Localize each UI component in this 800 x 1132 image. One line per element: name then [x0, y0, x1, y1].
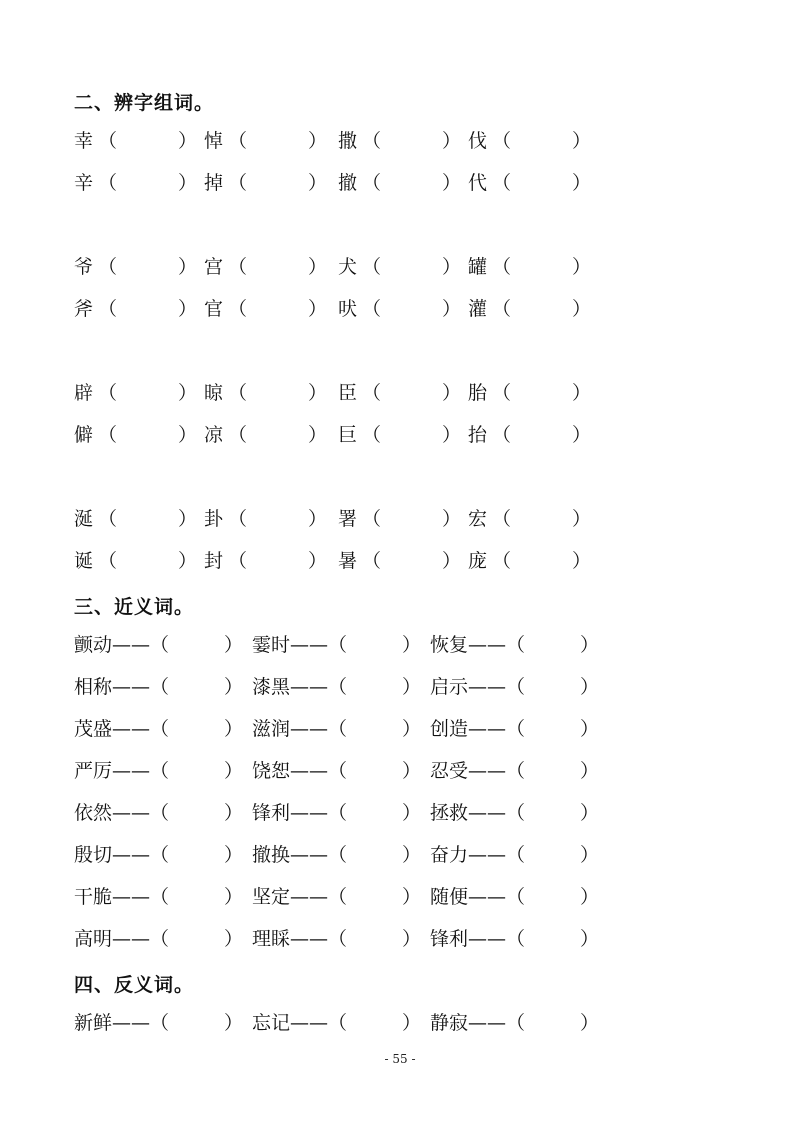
open-paren: （: [228, 130, 248, 152]
close-paren: ）: [402, 844, 422, 866]
open-paren: （: [492, 172, 512, 194]
jinyi-word: 高明: [74, 928, 113, 950]
bianzi-char: 宫: [204, 256, 224, 278]
close-paren: ）: [308, 172, 328, 194]
close-paren: ）: [442, 130, 462, 152]
close-paren: ）: [442, 172, 462, 194]
close-paren: ）: [402, 760, 422, 782]
close-paren: ）: [580, 844, 600, 866]
bianzi-char: 辛: [74, 172, 94, 194]
open-paren: （: [98, 424, 118, 446]
close-paren: ）: [178, 382, 198, 404]
open-paren: （: [506, 844, 526, 866]
jinyi-word: 随便: [430, 886, 469, 908]
close-paren: ）: [402, 676, 422, 698]
jinyi-word: 忍受: [430, 760, 469, 782]
open-paren: （: [228, 298, 248, 320]
dash-separator: ——: [112, 844, 151, 866]
open-paren: （: [328, 760, 348, 782]
close-paren: ）: [178, 298, 198, 320]
fanyi-word: 静寂: [430, 1012, 469, 1034]
close-paren: ）: [572, 550, 592, 572]
bianzi-item: [74, 380, 198, 406]
close-paren: ）: [178, 508, 198, 530]
bianzi-item: [468, 296, 592, 322]
fanyi-item: [252, 1010, 422, 1036]
dash-separator: ——: [112, 634, 151, 656]
bianzi-char: 署: [338, 508, 358, 530]
fanyi-word: 忘记: [252, 1012, 291, 1034]
dash-separator: ——: [290, 802, 329, 824]
fanyi-word: 新鲜: [74, 1012, 113, 1034]
close-paren: ）: [572, 424, 592, 446]
jinyi-item: [74, 926, 244, 952]
close-paren: ）: [580, 802, 600, 824]
jinyi-item: [74, 884, 244, 910]
dash-separator: ——: [290, 928, 329, 950]
open-paren: （: [150, 760, 170, 782]
open-paren: （: [492, 550, 512, 572]
bianzi-item: [468, 128, 592, 154]
bianzi-char: 犬: [338, 256, 358, 278]
bianzi-char: 暑: [338, 550, 358, 572]
dash-separator: ——: [468, 760, 507, 782]
section-title-jinyi: 三、近义词。: [74, 596, 195, 618]
bianzi-char: 胎: [468, 382, 488, 404]
jinyi-word: 创造: [430, 718, 469, 740]
open-paren: （: [228, 256, 248, 278]
bianzi-char: 伐: [468, 130, 488, 152]
dash-separator: ——: [468, 718, 507, 740]
dash-separator: ——: [290, 1012, 329, 1034]
close-paren: ）: [178, 550, 198, 572]
close-paren: ）: [580, 634, 600, 656]
bianzi-item: [338, 422, 462, 448]
open-paren: （: [506, 886, 526, 908]
close-paren: ）: [580, 676, 600, 698]
close-paren: ）: [308, 298, 328, 320]
open-paren: （: [98, 130, 118, 152]
jinyi-word: 滋润: [252, 718, 291, 740]
open-paren: （: [150, 844, 170, 866]
bianzi-char: 灌: [468, 298, 488, 320]
open-paren: （: [362, 298, 382, 320]
jinyi-word: 殷切: [74, 844, 113, 866]
close-paren: ）: [224, 718, 244, 740]
open-paren: （: [150, 634, 170, 656]
bianzi-item: [468, 422, 592, 448]
close-paren: ）: [224, 886, 244, 908]
dash-separator: ——: [290, 886, 329, 908]
open-paren: （: [98, 256, 118, 278]
bianzi-char: 官: [204, 298, 224, 320]
open-paren: （: [506, 718, 526, 740]
bianzi-item: [468, 170, 592, 196]
jinyi-item: [430, 758, 600, 784]
bianzi-char: 抬: [468, 424, 488, 446]
bianzi-item: [338, 548, 462, 574]
bianzi-item: [74, 506, 198, 532]
close-paren: ）: [308, 550, 328, 572]
close-paren: ）: [178, 424, 198, 446]
dash-separator: ——: [468, 802, 507, 824]
jinyi-word: 启示: [430, 676, 469, 698]
jinyi-word: 拯救: [430, 802, 469, 824]
jinyi-word: 霎时: [252, 634, 291, 656]
open-paren: （: [492, 424, 512, 446]
bianzi-item: [74, 128, 198, 154]
dash-separator: ——: [112, 886, 151, 908]
close-paren: ）: [572, 256, 592, 278]
bianzi-char: 臣: [338, 382, 358, 404]
open-paren: （: [506, 1012, 526, 1034]
jinyi-item: [74, 800, 244, 826]
jinyi-item: [252, 926, 422, 952]
open-paren: （: [328, 676, 348, 698]
jinyi-item: [252, 674, 422, 700]
open-paren: （: [150, 928, 170, 950]
open-paren: （: [492, 256, 512, 278]
bianzi-char: 晾: [204, 382, 224, 404]
close-paren: ）: [178, 130, 198, 152]
close-paren: ）: [580, 718, 600, 740]
close-paren: ）: [224, 928, 244, 950]
open-paren: （: [98, 298, 118, 320]
dash-separator: ——: [112, 718, 151, 740]
close-paren: ）: [572, 508, 592, 530]
jinyi-word: 严厉: [74, 760, 113, 782]
bianzi-char: 宏: [468, 508, 488, 530]
open-paren: （: [228, 382, 248, 404]
close-paren: ）: [308, 508, 328, 530]
open-paren: （: [328, 886, 348, 908]
bianzi-item: [74, 422, 198, 448]
dash-separator: ——: [290, 718, 329, 740]
fanyi-item: [74, 1010, 244, 1036]
open-paren: （: [98, 550, 118, 572]
close-paren: ）: [178, 172, 198, 194]
open-paren: （: [362, 382, 382, 404]
section-title-bianzi: 二、辨字组词。: [74, 92, 215, 114]
bianzi-item: [204, 254, 328, 280]
open-paren: （: [362, 256, 382, 278]
open-paren: （: [228, 550, 248, 572]
open-paren: （: [362, 508, 382, 530]
bianzi-item: [204, 548, 328, 574]
dash-separator: ——: [112, 1012, 151, 1034]
close-paren: ）: [572, 298, 592, 320]
dash-separator: ——: [290, 760, 329, 782]
jinyi-item: [74, 758, 244, 784]
close-paren: ）: [224, 760, 244, 782]
bianzi-item: [204, 422, 328, 448]
jinyi-word: 锋利: [252, 802, 291, 824]
jinyi-word: 颤动: [74, 634, 113, 656]
dash-separator: ——: [290, 676, 329, 698]
open-paren: （: [228, 172, 248, 194]
close-paren: ）: [402, 718, 422, 740]
open-paren: （: [492, 298, 512, 320]
jinyi-item: [252, 632, 422, 658]
dash-separator: ——: [112, 676, 151, 698]
jinyi-item: [74, 842, 244, 868]
jinyi-item: [252, 758, 422, 784]
bianzi-char: 封: [204, 550, 224, 572]
dash-separator: ——: [468, 634, 507, 656]
dash-separator: ——: [468, 676, 507, 698]
jinyi-word: 相称: [74, 676, 113, 698]
dash-separator: ——: [468, 886, 507, 908]
close-paren: ）: [402, 1012, 422, 1034]
jinyi-word: 奋力: [430, 844, 469, 866]
close-paren: ）: [308, 130, 328, 152]
bianzi-item: [468, 506, 592, 532]
jinyi-word: 锋利: [430, 928, 469, 950]
close-paren: ）: [442, 382, 462, 404]
bianzi-item: [74, 170, 198, 196]
dash-separator: ——: [112, 928, 151, 950]
close-paren: ）: [308, 424, 328, 446]
bianzi-item: [338, 296, 462, 322]
open-paren: （: [492, 382, 512, 404]
jinyi-item: [430, 716, 600, 742]
close-paren: ）: [224, 634, 244, 656]
bianzi-item: [204, 506, 328, 532]
bianzi-item: [338, 254, 462, 280]
bianzi-item: [204, 128, 328, 154]
jinyi-item: [252, 842, 422, 868]
open-paren: （: [506, 634, 526, 656]
jinyi-word: 恢复: [430, 634, 469, 656]
close-paren: ）: [580, 760, 600, 782]
jinyi-item: [430, 884, 600, 910]
open-paren: （: [150, 886, 170, 908]
open-paren: （: [328, 928, 348, 950]
open-paren: （: [98, 382, 118, 404]
open-paren: （: [328, 1012, 348, 1034]
open-paren: （: [362, 172, 382, 194]
open-paren: （: [150, 718, 170, 740]
bianzi-item: [74, 548, 198, 574]
close-paren: ）: [572, 382, 592, 404]
close-paren: ）: [224, 844, 244, 866]
close-paren: ）: [308, 256, 328, 278]
open-paren: （: [150, 1012, 170, 1034]
open-paren: （: [492, 130, 512, 152]
jinyi-item: [430, 674, 600, 700]
open-paren: （: [150, 802, 170, 824]
close-paren: ）: [402, 802, 422, 824]
jinyi-word: 撤换: [252, 844, 291, 866]
bianzi-char: 掉: [204, 172, 224, 194]
open-paren: （: [506, 802, 526, 824]
bianzi-char: 悼: [204, 130, 224, 152]
jinyi-item: [74, 674, 244, 700]
jinyi-item: [252, 884, 422, 910]
open-paren: （: [228, 424, 248, 446]
open-paren: （: [492, 508, 512, 530]
close-paren: ）: [580, 886, 600, 908]
jinyi-word: 坚定: [252, 886, 291, 908]
bianzi-item: [204, 170, 328, 196]
bianzi-char: 庞: [468, 550, 488, 572]
jinyi-item: [430, 926, 600, 952]
bianzi-char: 幸: [74, 130, 94, 152]
close-paren: ）: [442, 256, 462, 278]
jinyi-word: 干脆: [74, 886, 113, 908]
open-paren: （: [150, 676, 170, 698]
bianzi-item: [74, 254, 198, 280]
close-paren: ）: [442, 550, 462, 572]
bianzi-item: [338, 380, 462, 406]
bianzi-char: 凉: [204, 424, 224, 446]
jinyi-item: [252, 800, 422, 826]
open-paren: （: [362, 424, 382, 446]
jinyi-word: 饶恕: [252, 760, 291, 782]
bianzi-char: 吠: [338, 298, 358, 320]
jinyi-item: [430, 632, 600, 658]
jinyi-word: 茂盛: [74, 718, 113, 740]
open-paren: （: [506, 760, 526, 782]
dash-separator: ——: [290, 844, 329, 866]
open-paren: （: [328, 802, 348, 824]
close-paren: ）: [402, 886, 422, 908]
jinyi-item: [252, 716, 422, 742]
jinyi-word: 理睬: [252, 928, 291, 950]
bianzi-item: [338, 506, 462, 532]
dash-separator: ——: [290, 634, 329, 656]
page-number: - 55 -: [384, 1052, 416, 1066]
bianzi-char: 僻: [74, 424, 94, 446]
bianzi-char: 罐: [468, 256, 488, 278]
bianzi-item: [204, 380, 328, 406]
bianzi-item: [338, 128, 462, 154]
jinyi-word: 漆黑: [252, 676, 291, 698]
open-paren: （: [228, 508, 248, 530]
close-paren: ）: [572, 130, 592, 152]
open-paren: （: [362, 130, 382, 152]
jinyi-item: [74, 716, 244, 742]
open-paren: （: [506, 928, 526, 950]
close-paren: ）: [572, 172, 592, 194]
close-paren: ）: [580, 928, 600, 950]
dash-separator: ——: [112, 760, 151, 782]
open-paren: （: [328, 634, 348, 656]
close-paren: ）: [178, 256, 198, 278]
bianzi-item: [74, 296, 198, 322]
close-paren: ）: [224, 1012, 244, 1034]
bianzi-char: 爷: [74, 256, 94, 278]
open-paren: （: [328, 844, 348, 866]
open-paren: （: [506, 676, 526, 698]
dash-separator: ——: [468, 844, 507, 866]
close-paren: ）: [224, 802, 244, 824]
bianzi-char: 代: [468, 172, 488, 194]
bianzi-item: [338, 170, 462, 196]
bianzi-char: 辟: [74, 382, 94, 404]
bianzi-char: 撒: [338, 130, 358, 152]
jinyi-item: [74, 632, 244, 658]
bianzi-char: 卦: [204, 508, 224, 530]
bianzi-char: 涎: [74, 508, 94, 530]
jinyi-word: 依然: [74, 802, 113, 824]
close-paren: ）: [402, 928, 422, 950]
close-paren: ）: [442, 508, 462, 530]
bianzi-char: 诞: [74, 550, 94, 572]
open-paren: （: [98, 508, 118, 530]
dash-separator: ——: [112, 802, 151, 824]
fanyi-item: [430, 1010, 600, 1036]
close-paren: ）: [442, 424, 462, 446]
open-paren: （: [328, 718, 348, 740]
close-paren: ）: [224, 676, 244, 698]
dash-separator: ——: [468, 928, 507, 950]
bianzi-item: [468, 254, 592, 280]
open-paren: （: [362, 550, 382, 572]
open-paren: （: [98, 172, 118, 194]
bianzi-item: [468, 548, 592, 574]
close-paren: ）: [442, 298, 462, 320]
bianzi-item: [468, 380, 592, 406]
jinyi-item: [430, 800, 600, 826]
dash-separator: ——: [468, 1012, 507, 1034]
bianzi-char: 巨: [338, 424, 358, 446]
bianzi-char: 斧: [74, 298, 94, 320]
jinyi-item: [430, 842, 600, 868]
close-paren: ）: [308, 382, 328, 404]
bianzi-item: [204, 296, 328, 322]
close-paren: ）: [580, 1012, 600, 1034]
section-title-fanyi: 四、反义词。: [74, 974, 195, 996]
close-paren: ）: [402, 634, 422, 656]
bianzi-char: 撤: [338, 172, 358, 194]
